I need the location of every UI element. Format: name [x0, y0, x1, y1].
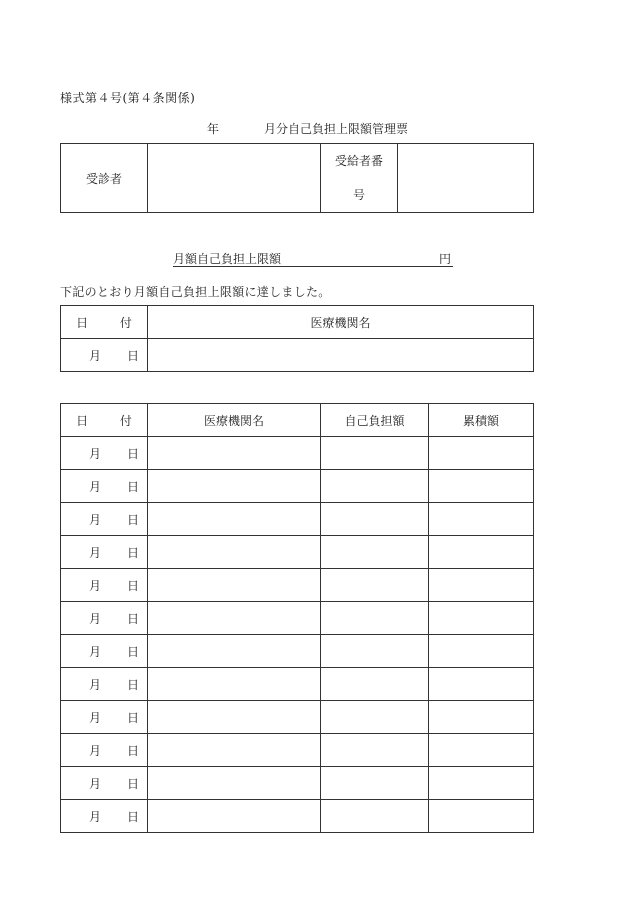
table-row	[61, 602, 534, 635]
institution-cell[interactable]	[148, 701, 321, 734]
institution-cell[interactable]	[148, 569, 321, 602]
month-label: 月	[89, 644, 102, 659]
date-cell[interactable]	[61, 503, 148, 536]
copay-cell[interactable]	[321, 569, 429, 602]
institution-cell[interactable]	[148, 602, 321, 635]
copay-cell[interactable]	[321, 668, 429, 701]
institution-cell[interactable]	[148, 339, 534, 372]
form-title	[207, 120, 408, 137]
cumulative-cell[interactable]	[429, 800, 534, 833]
cumulative-cell[interactable]	[429, 602, 534, 635]
copay-cell[interactable]	[321, 437, 429, 470]
date-cell[interactable]	[61, 569, 148, 602]
header-date: 日 付	[61, 404, 148, 437]
copay-cell[interactable]	[321, 701, 429, 734]
cumulative-cell[interactable]	[429, 569, 534, 602]
records-table	[60, 403, 534, 833]
copay-cell[interactable]	[321, 470, 429, 503]
monthly-limit-label: 月額自己負担上限額	[173, 252, 282, 266]
copay-cell[interactable]	[321, 767, 429, 800]
date-cell[interactable]	[61, 635, 148, 668]
header-cumulative: 累積額	[429, 404, 534, 437]
header-institution: 医療機関名	[148, 306, 534, 339]
monthly-limit-unit: 円	[438, 252, 451, 266]
limit-reached-table	[60, 305, 534, 372]
day-label: 日	[126, 578, 139, 593]
cumulative-cell[interactable]	[429, 437, 534, 470]
day-label: 日	[126, 545, 139, 560]
form-number: 様式第４号(第４条関係)	[60, 91, 196, 105]
date-cell[interactable]	[61, 339, 148, 372]
cumulative-cell[interactable]	[429, 668, 534, 701]
recipient-number-label-line2: 号	[352, 188, 365, 202]
month-label: 月	[89, 348, 102, 363]
day-label: 日	[126, 710, 139, 725]
copay-cell[interactable]	[321, 635, 429, 668]
title-month-label: 月分自己負担上限額管理票	[264, 122, 409, 136]
month-label: 月	[89, 776, 102, 791]
cumulative-cell[interactable]	[429, 470, 534, 503]
header-date: 日 付	[61, 306, 148, 339]
day-label: 日	[126, 809, 139, 824]
patient-table	[60, 143, 534, 213]
table-row	[61, 437, 534, 470]
date-cell[interactable]	[61, 470, 148, 503]
limit-reached-notice: 下記のとおり月額自己負担上限額に達しました。	[60, 285, 331, 299]
copay-cell[interactable]	[321, 536, 429, 569]
header-copay: 自己負担額	[321, 404, 429, 437]
institution-cell[interactable]	[148, 470, 321, 503]
table-row	[61, 701, 534, 734]
month-label: 月	[89, 545, 102, 560]
copay-cell[interactable]	[321, 800, 429, 833]
table-row	[61, 470, 534, 503]
copay-cell[interactable]	[321, 602, 429, 635]
recipient-number-label	[321, 144, 398, 213]
month-label: 月	[89, 512, 102, 527]
cumulative-cell[interactable]	[429, 635, 534, 668]
recipient-number-field[interactable]	[398, 144, 534, 213]
institution-cell[interactable]	[148, 767, 321, 800]
cumulative-cell[interactable]	[429, 536, 534, 569]
day-label: 日	[126, 512, 139, 527]
month-label: 月	[89, 743, 102, 758]
cumulative-cell[interactable]	[429, 734, 534, 767]
institution-cell[interactable]	[148, 668, 321, 701]
date-cell[interactable]	[61, 602, 148, 635]
date-cell[interactable]	[61, 734, 148, 767]
day-label: 日	[126, 348, 139, 363]
table-row	[61, 503, 534, 536]
date-cell[interactable]	[61, 668, 148, 701]
patient-label: 受診者	[61, 144, 148, 213]
cumulative-cell[interactable]	[429, 767, 534, 800]
institution-cell[interactable]	[148, 437, 321, 470]
day-label: 日	[126, 479, 139, 494]
day-label: 日	[126, 677, 139, 692]
table-row	[61, 635, 534, 668]
day-label: 日	[126, 611, 139, 626]
institution-cell[interactable]	[148, 734, 321, 767]
institution-cell[interactable]	[148, 503, 321, 536]
cumulative-cell[interactable]	[429, 701, 534, 734]
table-row	[61, 668, 534, 701]
institution-cell[interactable]	[148, 536, 321, 569]
institution-cell[interactable]	[148, 800, 321, 833]
day-label: 日	[126, 743, 139, 758]
patient-field[interactable]	[148, 144, 321, 213]
institution-cell[interactable]	[148, 635, 321, 668]
table-row	[61, 767, 534, 800]
table-row	[61, 569, 534, 602]
monthly-limit-line	[173, 250, 453, 267]
date-cell[interactable]	[61, 800, 148, 833]
day-label: 日	[126, 446, 139, 461]
date-cell[interactable]	[61, 437, 148, 470]
month-label: 月	[89, 611, 102, 626]
month-label: 月	[89, 446, 102, 461]
day-label: 日	[126, 644, 139, 659]
month-label: 月	[89, 479, 102, 494]
date-cell[interactable]	[61, 767, 148, 800]
copay-cell[interactable]	[321, 503, 429, 536]
month-label: 月	[89, 809, 102, 824]
table-row	[61, 536, 534, 569]
table-row	[61, 800, 534, 833]
month-label: 月	[89, 578, 102, 593]
date-cell[interactable]	[61, 536, 148, 569]
title-year-label: 年	[207, 122, 220, 136]
date-cell[interactable]	[61, 701, 148, 734]
month-label: 月	[89, 677, 102, 692]
cumulative-cell[interactable]	[429, 503, 534, 536]
day-label: 日	[126, 776, 139, 791]
recipient-number-label-line1: 受給者番	[334, 154, 383, 168]
month-label: 月	[89, 710, 102, 725]
copay-cell[interactable]	[321, 734, 429, 767]
header-institution: 医療機関名	[148, 404, 321, 437]
table-row	[61, 734, 534, 767]
